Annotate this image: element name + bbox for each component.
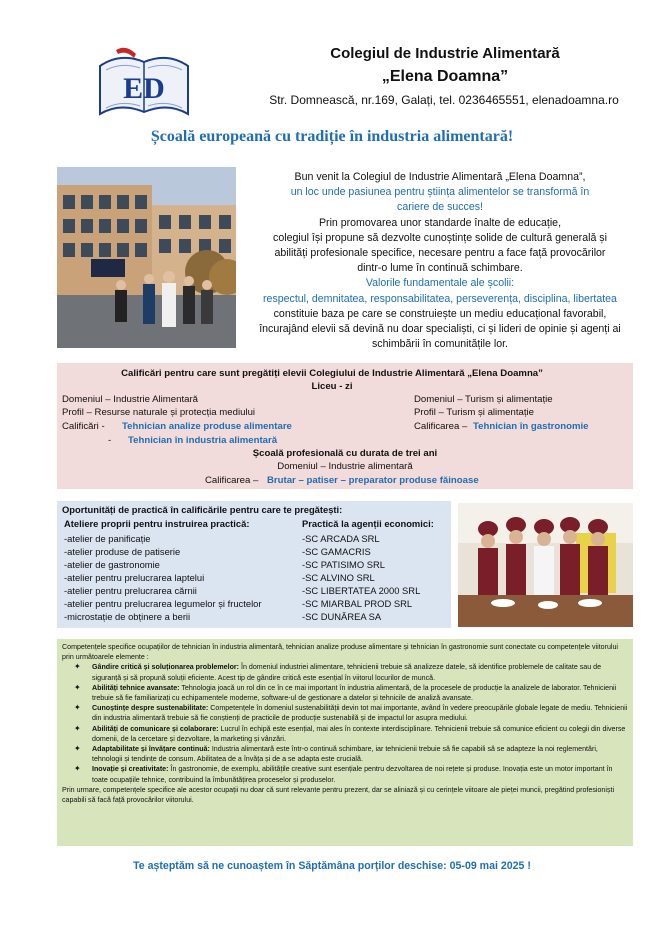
workshops-header: Ateliere proprii pentru instruirea practică:: [64, 518, 250, 529]
companies-header: Practică la agenții economici:: [302, 518, 434, 529]
competences-text: [62, 642, 630, 805]
bullet-icon: ✦: [74, 703, 81, 713]
school-address: Str. Domnească, nr.169, Galați, tel. 0236465551, elenadoamna.ro: [269, 93, 619, 107]
company-item: -SC DUNĂREA SA: [302, 611, 382, 622]
right-profile: Profil – Turism și alimentație: [414, 407, 534, 418]
competences-intro: Competențele specifice ocupațiilor de tehnician în industria alimentară, tehnician analize produse alimentare și tehnician în gastronomie sunt conectate cu competențele viitorului prin următoarele elemente :: [62, 643, 618, 662]
competence-item: ✦ Abilități tehnice avansate: Tehnologia joacă un rol din ce în ce mai important în industria alimentară, de la procesele de producție la analizele de laborator. Tehnicienii trebuie să fie familiarizați cu echipamentele moderne, software-ul de gestionare a datelor și tehnicile de analiză avansate.: [74, 682, 617, 703]
school-logo: [96, 40, 192, 122]
left-profile: Profil – Resurse naturale și protecția mediului: [62, 407, 256, 418]
bullet-icon: ✦: [74, 662, 81, 672]
open-days-footer: Te așteptăm să ne cunoaștem în Săptămâna porților deschise: 05-09 mai 2025 !: [133, 860, 531, 872]
values-heading: Valorile fundamentale ale școlii:: [365, 277, 515, 290]
competence-item: ✦ Cunoștințe despre sustenabilitate: Competențele în domeniul sustenabilității devin tot mai importante, având în vedere preocupările globale legate de mediu. Tehnicienii din industria alimentară trebuie să fie conștienți de practicile de producție sustenabilă și de impactul lor asupra mediului.: [74, 703, 628, 723]
workshop-item: -atelier pentru prelucrarea cărnii: [64, 585, 197, 596]
workshop-item: -atelier produse de patiserie: [64, 546, 181, 557]
students-chefs-photo: [458, 503, 633, 627]
values-list: respectul, demnitatea, responsabilitatea, perseverența, disciplina, libertatea: [263, 292, 617, 305]
workshop-item: -atelier pentru prelucrarea legumelor și fructelor: [64, 598, 262, 609]
school-name-secondary: „Elena Doamna”: [381, 68, 509, 85]
intro-line: colegiul își propune să dezvolte cunoștințe solide de cultură generală și: [273, 231, 607, 244]
left-calif-2-dash: -: [108, 435, 112, 446]
intro-line: schimbării în comunitățile lor.: [371, 338, 508, 351]
left-calif-1: Tehnician analize produse alimentare: [122, 421, 292, 432]
intro-line: cariere de succes!: [397, 201, 483, 214]
left-calif-2: Tehnician în industria alimentară: [128, 435, 278, 446]
company-item: -SC LIBERTATEA 2000 SRL: [302, 585, 421, 596]
competences-outro: Prin urmare, competențele specifice ale acestor ocupații nu doar că sunt relevante pentru prezent, dar se aliniază și cu cerințele viitoare ale pieței muncii, pregătind profesioniști capabili să facă față provocărilor viitorului.: [62, 785, 615, 805]
intro-line: abilități profesionale specifice, necesare pentru a face față provocărilor: [274, 247, 606, 260]
right-calif: Tehnician în gastronomie: [473, 421, 589, 432]
company-item: -SC MIARBAL PROD SRL: [302, 598, 413, 609]
workshop-item: -atelier pentru prelucrarea laptelui: [64, 572, 205, 583]
intro-line: încurajând elevii să devină nu doar specialiști, ci și lideri de opinie și agenți ai: [259, 323, 621, 336]
vocational-domain: Domeniul – Industrie alimentară: [277, 461, 413, 472]
competence-item: ✦ Gândire critică și soluționarea problemelor: În domeniul industriei alimentare, tehnicienii trebuie să analizeze datele, să identifice problemele de calitate sau de siguranță și să propună soluții eficiente. Acest tip de gândire critică este esențial în viitorul locurilor de muncă.: [74, 662, 602, 682]
bullet-icon: ✦: [74, 764, 81, 774]
competence-item: ✦ Abilități de comunicare și colaborare: Lucrul în echipă este esențial, mai ales în contexte interdisciplinare. Tehnicienii trebuie să comunice eficient cu colegii din diverse domenii, de la cercetare și dezvoltare, la marketing și vânzări.: [74, 723, 626, 743]
right-domain: Domeniul – Turism și alimentație: [414, 394, 553, 405]
company-item: -SC ALVINO SRL: [302, 572, 375, 583]
competence-item: ✦ Inovație și creativitate: În gastronomie, de exemplu, abilitățile creative sunt esențiale pentru dezvoltarea de noi rețete și produse. Inovația este un motor important în toate ocupațiile tehnice, contribuind la îmbunătățirea proceselor și produselor.: [74, 764, 613, 784]
intro-line: dintr-o lume în continuă schimbare.: [357, 262, 523, 275]
right-calif-label: Calificarea –: [414, 421, 468, 432]
tagline: Școală europeană cu tradiție în industria alimentară!: [150, 128, 514, 145]
vocational-calif: Brutar – patiser – preparator produse făinoase: [267, 475, 479, 486]
vocational-calif-label: Calificarea –: [205, 475, 259, 486]
intro-line: un loc unde pasiunea pentru știința alimentelor se transformă în: [290, 186, 590, 199]
left-calif-label: Calificări -: [62, 421, 105, 432]
school-building-photo: [57, 167, 236, 348]
competence-item: ✦ Adaptabilitate și învățare continuă: Industria alimentară este într-o continuă schimbare, iar tehnicienii trebuie să fie capabili să se adapteze la noi reglementări, tehnologii și tendințe de consum. Abilitatea de a învăța și de a se adapta este crucială.: [74, 744, 598, 764]
left-domain: Domeniul – Industrie Alimentară: [62, 394, 198, 405]
intro-line: Bun venit la Colegiul de Industrie Alimentară „Elena Doamna”,: [294, 171, 586, 183]
school-name: Colegiul de Industrie Alimentară: [330, 45, 560, 62]
intro-line: Prin promovarea unor standarde înalte de educație,: [318, 216, 562, 229]
liceu-label: Liceu - zi: [311, 381, 353, 392]
intro-text: [240, 170, 640, 352]
svg-text:ED: ED: [123, 72, 165, 105]
workshop-item: -microstație de obținere a berii: [64, 611, 191, 622]
competences-list: [62, 662, 630, 784]
practice-title: Oportunități de practică în calificările pentru care te pregătești:: [62, 504, 343, 515]
company-item: -SC GAMACRIS: [302, 546, 371, 557]
intro-line: constituie baza pe care se construiește un mediu educațional favorabil,: [273, 307, 607, 320]
bullet-icon: ✦: [74, 723, 81, 733]
vocational-title: Școală profesională cu durata de trei ani: [252, 448, 438, 459]
qualifications-title: Calificări pentru care sunt pregătiți elevii Colegiului de Industrie Alimentară „Elena Doamna”: [121, 368, 543, 379]
workshop-item: -atelier de panificație: [64, 533, 151, 544]
company-item: -SC ARCADA SRL: [302, 533, 380, 544]
company-item: -SC PATISIMO SRL: [302, 559, 385, 570]
bullet-icon: ✦: [74, 682, 81, 692]
bullet-icon: ✦: [74, 744, 81, 754]
workshop-item: -atelier de gastronomie: [64, 559, 160, 570]
